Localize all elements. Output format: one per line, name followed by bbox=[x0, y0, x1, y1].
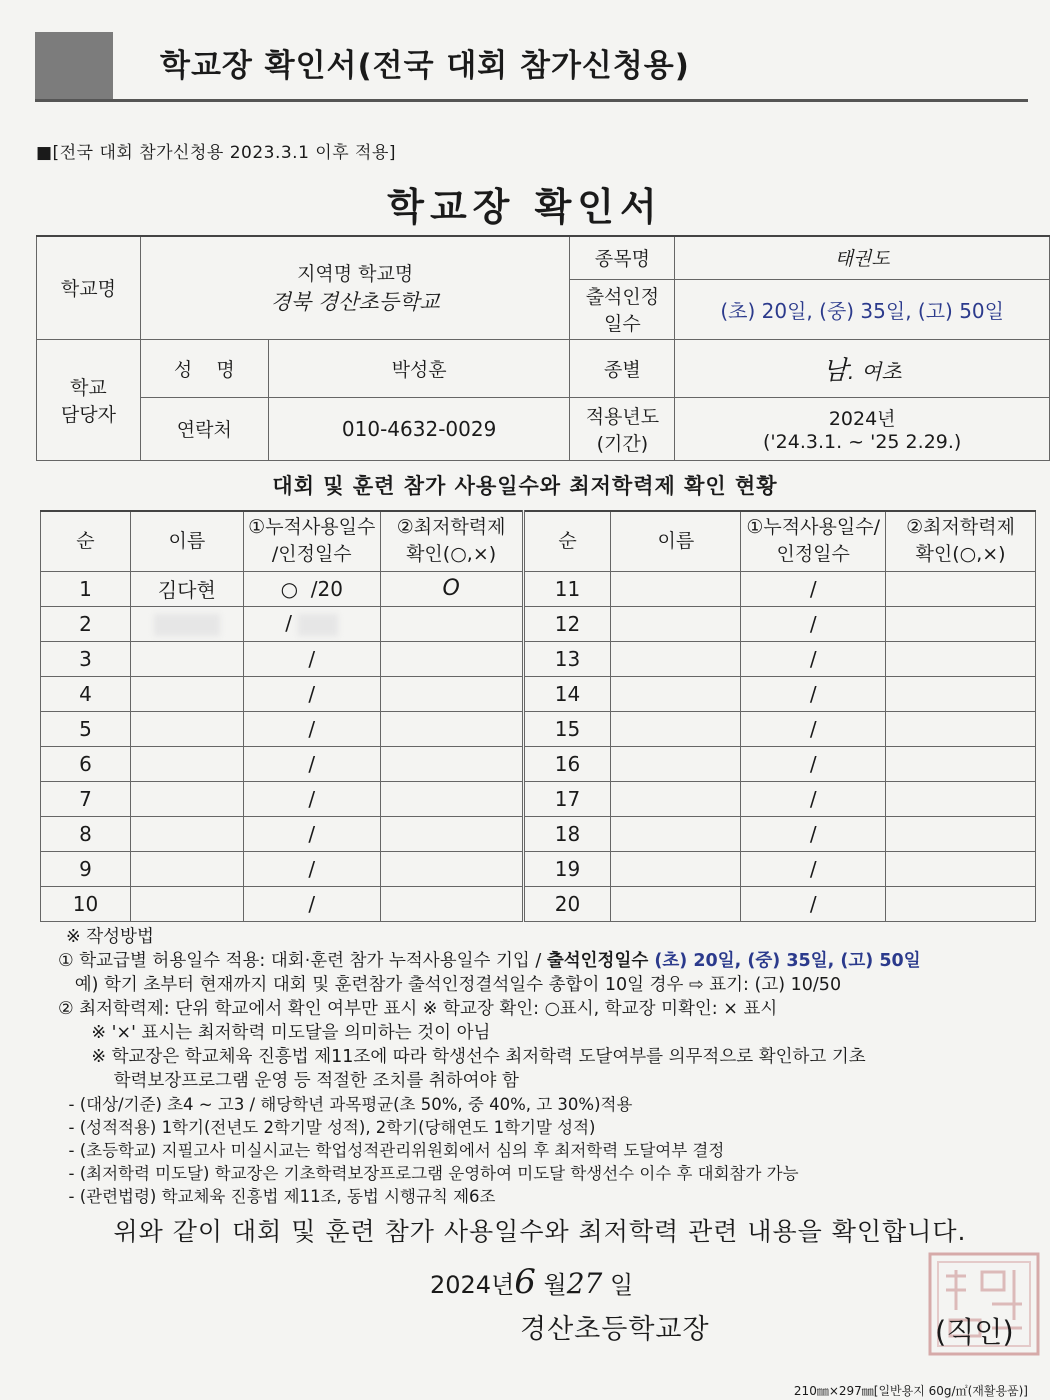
row-min-right bbox=[886, 641, 1036, 676]
row-name-right bbox=[611, 886, 741, 921]
row-name-right bbox=[611, 746, 741, 781]
sport-value: 태권도 bbox=[675, 236, 1050, 279]
name-label: 성 명 bbox=[140, 339, 268, 397]
row-no: 2 bbox=[41, 606, 131, 641]
school-value: 경북 경산초등학교 bbox=[270, 290, 440, 315]
row-min-check bbox=[380, 851, 523, 886]
year-label bbox=[570, 397, 675, 460]
row-no: 7 bbox=[41, 781, 131, 816]
row-min-check bbox=[380, 641, 523, 676]
row-name bbox=[130, 781, 243, 816]
contact-value: 010-4632-0029 bbox=[268, 397, 570, 460]
row-min-right bbox=[886, 711, 1036, 746]
row-no-right: 13 bbox=[523, 641, 611, 676]
instruction-line: ① 학교급별 허용일수 적용: 대회·훈련 참가 누적사용일수 기입 / 출석인정일수 (초) 20일, (중) 35일, (고) 50일 bbox=[58, 951, 921, 971]
instruction-line: ※ '×' 표시는 최저학력 미도달을 의미하는 것이 아님 bbox=[58, 1023, 491, 1043]
attendance-label-line1: 출석인정 bbox=[585, 286, 660, 308]
row-no: 6 bbox=[41, 746, 131, 781]
date-month-label: 월 bbox=[543, 1271, 567, 1299]
row-days: / bbox=[243, 641, 380, 676]
row-name-redacted bbox=[130, 606, 243, 641]
table-row bbox=[41, 571, 1036, 606]
row-min-right bbox=[886, 571, 1036, 606]
header-min-right-line2: 확인(○,×) bbox=[915, 543, 1006, 566]
year-cell bbox=[675, 397, 1050, 460]
row-days-right: / bbox=[741, 711, 886, 746]
page-title: 학교장 확인서 bbox=[387, 185, 663, 229]
attendance-label bbox=[570, 279, 675, 339]
instructions bbox=[58, 925, 1038, 1208]
attendance-value: (초) 20일, (중) 35일, (고) 50일 bbox=[675, 279, 1050, 339]
section-title: 대회 및 훈련 참가 사용일수와 최저학력제 확인 현황 bbox=[272, 474, 778, 498]
row-days-right: / bbox=[741, 851, 886, 886]
confirmation-statement: 위와 같이 대회 및 훈련 참가 사용일수와 최저학력 관련 내용을 확인합니다. bbox=[113, 1217, 967, 1246]
row-days-right: / bbox=[741, 641, 886, 676]
row-name bbox=[130, 676, 243, 711]
table-row bbox=[41, 606, 1036, 641]
row-min-right bbox=[886, 886, 1036, 921]
participation-table bbox=[40, 510, 1036, 922]
row-no-right: 17 bbox=[523, 781, 611, 816]
header-no-right: 순 bbox=[523, 511, 611, 571]
year-value: 2024년 bbox=[828, 408, 896, 430]
seal-label: (직인) bbox=[935, 1315, 1014, 1349]
row-min-check bbox=[380, 676, 523, 711]
date-month: 6 bbox=[514, 1262, 536, 1302]
table-row bbox=[41, 711, 1036, 746]
instruction-line: 예) 학기 초부터 현재까지 대회 및 훈련참가 출석인정결석일수 총합이 10일 경우 ⇨ 표기: (고) 10/50 bbox=[58, 975, 842, 995]
date-day: 27 bbox=[566, 1267, 603, 1300]
table-row bbox=[41, 816, 1036, 851]
row-name-right bbox=[611, 851, 741, 886]
instruction-line: - (최저학력 미도달) 학교장은 기초학력보장프로그램 운영하여 미도달 학생선수 이수 후 대회참가 가능 bbox=[58, 1164, 799, 1183]
redaction-mark bbox=[154, 614, 220, 636]
gender-male-mark: 남 bbox=[822, 355, 848, 386]
instruction-line: - (초등학교) 지필고사 미실시교는 학업성적관리위원회에서 심의 후 최저학력 도달여부 결정 bbox=[58, 1141, 725, 1160]
row-name bbox=[130, 816, 243, 851]
instructions-heading: ※ 작성방법 bbox=[66, 927, 154, 947]
row-name-right bbox=[611, 781, 741, 816]
row-min-right bbox=[886, 676, 1036, 711]
row-name-right bbox=[611, 571, 741, 606]
header-min-right bbox=[886, 511, 1036, 571]
manager-label-line2: 담당자 bbox=[60, 403, 116, 426]
period-value: ('24.3.1. ~ '25 2.29.) bbox=[763, 431, 962, 453]
row-name-right bbox=[611, 676, 741, 711]
date-year: 2024년 bbox=[430, 1271, 515, 1299]
row-min-check bbox=[380, 746, 523, 781]
row-no: 9 bbox=[41, 851, 131, 886]
row-name-right bbox=[611, 606, 741, 641]
principal-name: 경산초등학교장 bbox=[520, 1314, 710, 1345]
table-row bbox=[41, 886, 1036, 921]
row-no: 8 bbox=[41, 816, 131, 851]
row-days-right: / bbox=[741, 781, 886, 816]
row-name-right bbox=[611, 641, 741, 676]
manager-label bbox=[37, 339, 141, 460]
header-days-right-line2: 인정일수 bbox=[776, 543, 850, 566]
row-no-right: 15 bbox=[523, 711, 611, 746]
row-no: 4 bbox=[41, 676, 131, 711]
row-days: / bbox=[243, 746, 380, 781]
header-divider bbox=[35, 99, 1028, 102]
info-table bbox=[36, 235, 1050, 461]
paper-spec-footer: 210㎜×297㎜[일반용지 60g/㎡(재활용품)] bbox=[793, 1384, 1028, 1398]
header-min bbox=[380, 511, 523, 571]
row-min-right bbox=[886, 781, 1036, 816]
row-days: ○ /20 bbox=[243, 571, 380, 606]
row-name-right bbox=[611, 816, 741, 851]
year-label-line2: (기간) bbox=[596, 432, 649, 455]
manager-label-line1: 학교 bbox=[70, 376, 107, 399]
row-days: / bbox=[243, 711, 380, 746]
row-no-right: 19 bbox=[523, 851, 611, 886]
row-days-right: / bbox=[741, 571, 886, 606]
row-name: 김다현 bbox=[130, 571, 243, 606]
instruction-line: ※ 학교장은 학교체육 진흥법 제11조에 따라 학생선수 최저학력 도달여부를 의무적으로 확인하고 기초 bbox=[58, 1047, 866, 1067]
contact-label: 연락처 bbox=[140, 397, 268, 460]
row-min-check bbox=[380, 711, 523, 746]
row-no: 10 bbox=[41, 886, 131, 921]
row-days: / bbox=[243, 886, 380, 921]
row-min-check bbox=[380, 816, 523, 851]
school-label: 학교명 bbox=[37, 236, 141, 339]
row-name bbox=[130, 886, 243, 921]
row-min-right bbox=[886, 746, 1036, 781]
instruction-line: - (성적적용) 1학기(전년도 2학기말 성적), 2학기(당해연도 1학기말 성적) bbox=[58, 1118, 596, 1137]
table-row bbox=[41, 781, 1036, 816]
gender-rest: . 여초 bbox=[847, 359, 902, 384]
row-min-check bbox=[380, 886, 523, 921]
row-days-right: / bbox=[741, 676, 886, 711]
row-days: / bbox=[243, 606, 380, 641]
header-gray-block bbox=[35, 32, 113, 100]
row-days-right: / bbox=[741, 746, 886, 781]
header-min-line1: ②최저학력제 bbox=[396, 516, 506, 539]
date-line bbox=[430, 1262, 633, 1302]
date-day-label: 일 bbox=[610, 1271, 634, 1299]
row-days: / bbox=[243, 851, 380, 886]
instruction-line: ② 최저학력제: 단위 학교에서 확인 여부만 표시 ※ 학교장 확인: ○표시, 학교장 미확인: × 표시 bbox=[58, 999, 778, 1019]
instruction-line: - (대상/기준) 초4 ~ 고3 / 해당학년 과목평균(초 50%, 중 40%, 고 30%)적용 bbox=[58, 1095, 633, 1114]
row-min-check: O bbox=[380, 571, 523, 606]
row-name bbox=[130, 746, 243, 781]
row-no: 5 bbox=[41, 711, 131, 746]
row-no-right: 20 bbox=[523, 886, 611, 921]
header-name: 이름 bbox=[130, 511, 243, 571]
table-header-row bbox=[41, 511, 1036, 571]
row-no: 3 bbox=[41, 641, 131, 676]
gender-value bbox=[675, 339, 1050, 397]
sport-label: 종목명 bbox=[570, 236, 675, 279]
row-no-right: 12 bbox=[523, 606, 611, 641]
attendance-label-line2: 일수 bbox=[604, 313, 641, 335]
header-min-right-line1: ②최저학력제 bbox=[906, 516, 1015, 539]
row-days-right: / bbox=[741, 816, 886, 851]
table-row bbox=[41, 746, 1036, 781]
header-no: 순 bbox=[41, 511, 131, 571]
header-days-line2: /인정일수 bbox=[271, 543, 352, 566]
row-min-check bbox=[380, 781, 523, 816]
instruction-line: 학력보장프로그램 운영 등 적절한 조치를 취하여야 함 bbox=[58, 1071, 519, 1091]
year-label-line1: 적용년도 bbox=[585, 405, 660, 428]
header-name-right: 이름 bbox=[611, 511, 741, 571]
row-days: / bbox=[243, 816, 380, 851]
row-no-right: 16 bbox=[523, 746, 611, 781]
header-min-line2: 확인(○,×) bbox=[406, 543, 497, 566]
row-name bbox=[130, 851, 243, 886]
row-min-check bbox=[380, 606, 523, 641]
table-row bbox=[41, 676, 1036, 711]
instruction-line: - (관련법령) 학교체육 진흥법 제11조, 동법 시행규칙 제6조 bbox=[58, 1187, 496, 1206]
table-row bbox=[41, 851, 1036, 886]
gender-label: 종별 bbox=[570, 339, 675, 397]
row-name bbox=[130, 711, 243, 746]
table-row bbox=[41, 641, 1036, 676]
redaction-mark bbox=[298, 614, 338, 636]
header-days-right-line1: ①누적사용일수/ bbox=[746, 516, 880, 539]
header-days-line1: ①누적사용일수 bbox=[248, 516, 376, 539]
application-notice: ■[전국 대회 참가신청용 2023.3.1 이후 적용] bbox=[36, 143, 397, 163]
row-days: / bbox=[243, 676, 380, 711]
row-name bbox=[130, 641, 243, 676]
row-days-right: / bbox=[741, 606, 886, 641]
school-cell bbox=[140, 236, 570, 339]
row-name-right bbox=[611, 711, 741, 746]
row-min-right bbox=[886, 816, 1036, 851]
row-no-right: 14 bbox=[523, 676, 611, 711]
header-days bbox=[243, 511, 380, 571]
row-min-right bbox=[886, 851, 1036, 886]
row-days: / bbox=[243, 781, 380, 816]
name-value: 박성훈 bbox=[268, 339, 570, 397]
row-min-right bbox=[886, 606, 1036, 641]
header-days-right bbox=[741, 511, 886, 571]
school-sub-label: 지역명 학교명 bbox=[297, 263, 414, 286]
row-days-right: / bbox=[741, 886, 886, 921]
row-no: 1 bbox=[41, 571, 131, 606]
row-no-right: 11 bbox=[523, 571, 611, 606]
document-header-title: 학교장 확인서(전국 대회 참가신청용) bbox=[160, 48, 690, 84]
row-no-right: 18 bbox=[523, 816, 611, 851]
